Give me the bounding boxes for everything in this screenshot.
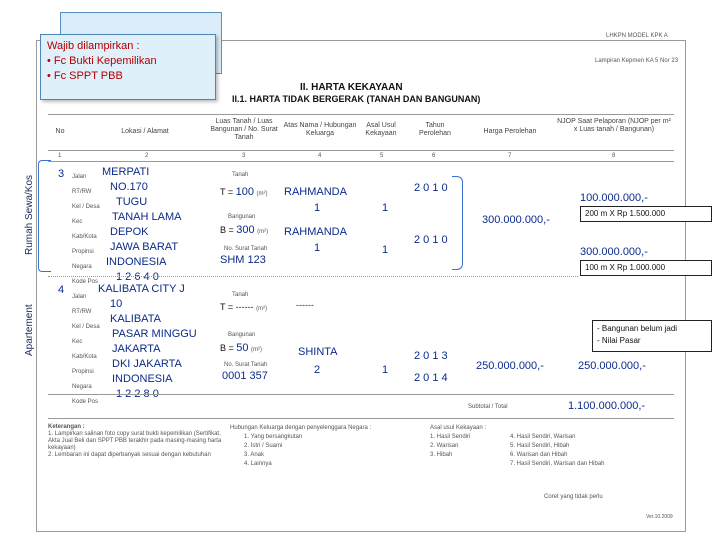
side-label-rumah: Rumah Sewa/Kos — [24, 174, 35, 256]
row1-bangunan-label: Bangunan — [228, 214, 256, 220]
row1-tahun1: 2 0 1 0 — [414, 182, 448, 194]
row1-tanah: T = 100 (m²) — [220, 186, 268, 198]
row1-kab: DEPOK — [110, 226, 149, 238]
row1-njop1-note: 200 m X Rp 1.500.000 — [580, 206, 712, 222]
row2-surat-label: No. Surat Tanah — [224, 362, 268, 368]
subsection-title: II.1. HARTA TIDAK BERGERAK (TANAH DAN BANGUNAN) — [232, 94, 481, 104]
callout-item: • Fc SPPT PBB — [47, 70, 123, 82]
row2-tanah-label: Tanah — [232, 292, 249, 298]
row2-asal: 1 — [382, 364, 389, 376]
form-code: LHKPN MODEL KPK A — [606, 33, 668, 39]
row2-kel: KALIBATA — [110, 313, 161, 325]
row2-no: 4 — [58, 284, 65, 296]
col-header-atas-nama: Atas Nama / Hubungan Keluarga — [283, 122, 357, 137]
row2-kab: JAKARTA — [112, 343, 161, 355]
side-label-apartemen: Apartement — [24, 304, 35, 356]
col-header-luas: Luas Tanah / Luas Bangunan / No. Surat Tanah — [210, 118, 278, 141]
hubungan-keluarga: Hubungan Keluarga dengan penyelenggara Negara : 1. Yang bersangkutan 2. Istri / Suami 3. Anak 4. Lainnya — [230, 425, 372, 467]
row1-hub2: 1 — [314, 242, 321, 254]
row2-negara: INDONESIA — [112, 373, 173, 385]
row1-njop2: 300.000.000,- — [580, 246, 648, 258]
version: Ver.10.2009 — [646, 514, 673, 520]
subtotal-line — [48, 394, 674, 395]
row1-jalan: MERPATI — [102, 166, 150, 178]
row2-nama-blank: ------ — [296, 300, 314, 310]
row2-address-values — [98, 282, 197, 402]
section-title: II. HARTA KEKAYAAN — [300, 82, 403, 93]
row1-harga: 300.000.000,- — [482, 214, 550, 226]
col-header-asal: Asal Usul Kekayaan — [365, 122, 397, 137]
col-header-lokasi: Lokasi / Alamat — [121, 128, 169, 135]
row1-tanah-label: Tanah — [232, 172, 249, 178]
row2-tahun1: 2 0 1 3 — [414, 350, 448, 362]
row1-asal2: 1 — [382, 244, 389, 256]
row2-kodepos: 1 2 2 8 0 — [116, 388, 159, 400]
row2-surat: 0001 357 — [222, 370, 268, 382]
row2-tahun2: 2 0 1 4 — [414, 372, 448, 384]
callout-item: • Fc Bukti Kepemilikan — [47, 55, 157, 67]
row2-note — [592, 320, 712, 352]
subtotal-value: 1.100.000.000,- — [568, 400, 646, 412]
row-divider — [48, 276, 578, 277]
row2-bangunan: B = 50 (m²) — [220, 342, 263, 354]
row1-nama2: RAHMANDA — [284, 226, 347, 238]
col-header-no: No — [55, 128, 65, 135]
row2-kec: PASAR MINGGU — [112, 328, 197, 340]
table-top-line — [48, 114, 674, 115]
row1-kel: TUGU — [116, 196, 148, 208]
footer-line — [48, 418, 674, 419]
row2-harga: 250.000.000,- — [476, 360, 544, 372]
row1-asal1: 1 — [382, 202, 389, 214]
row1-rtrw: NO.170 — [110, 181, 148, 193]
row1-address-labels: Jalan RT/RW Kel / Desa Kec Kab/Kota Propinsi Negara Kode Pos — [72, 174, 100, 285]
asal-usul-kekayaan: Asal usul Kekayaan : 1. Hasil Sendiri 2. Warisan 3. Hibah 4. Hasil Sendiri, Warisan 5. Hasil Sendiri, Hibah 6. Warisan dan Hibah 7. Hasil Sendiri, Warisan dan Hibah — [430, 425, 605, 467]
row2-jalan: KALIBATA CITY J — [98, 283, 185, 295]
col-number: 1 — [58, 153, 62, 159]
row2-note-item: - Bangunan belum jadi — [597, 324, 678, 333]
row1-kodepos: 1 2 6 4 0 — [116, 271, 159, 283]
keterangan: Keterangan : 1. Lampirkan salinan foto copy surat bukti kepemilikan (Sertifikat, Akta Jual Beli dan SPPT PBB terakhir pada masing-masing harta kekayaan) 2. Lembaran ini dapat diperbanyak sesuai dengan kebutuhan — [48, 424, 222, 458]
col-number: 4 — [318, 153, 322, 159]
col-number: 3 — [242, 153, 246, 159]
row1-surat-label: No. Surat Tanah — [224, 246, 268, 252]
row1-hub1: 1 — [314, 202, 321, 214]
row1-bangunan: B = 300 (m²) — [220, 224, 269, 236]
col-number: 7 — [508, 153, 512, 159]
row1-negara: INDONESIA — [106, 256, 167, 268]
col-number: 6 — [432, 153, 436, 159]
row2-bangunan-label: Bangunan — [228, 332, 256, 338]
row1-surat: SHM 123 — [220, 254, 266, 266]
row2-nama: SHINTA — [298, 346, 338, 358]
row2-njop: 250.000.000,- — [578, 360, 646, 372]
row2-hub: 2 — [314, 364, 321, 376]
row1-prov: JAWA BARAT — [110, 241, 179, 253]
attachment-callout — [40, 34, 216, 100]
coret-note: Coret yang tidak perlu — [544, 494, 603, 500]
row1-njop1: 100.000.000,- — [580, 192, 648, 204]
row2-rtrw: 10 — [110, 298, 123, 310]
row1-njop2-note: 100 m X Rp 1.000.000 — [580, 260, 712, 276]
row2-note-item: - Nilai Pasar — [597, 336, 641, 345]
header-divider — [48, 150, 674, 151]
numbers-divider — [48, 161, 674, 162]
col-header-tahun: Tahun Perolehan — [419, 122, 451, 137]
row1-tahun2: 2 0 1 0 — [414, 234, 448, 246]
row1-no: 3 — [58, 168, 65, 180]
row1-bracket — [452, 176, 463, 270]
col-number: 8 — [612, 153, 616, 159]
row2-tanah: T = ------ (m²) — [220, 302, 268, 312]
col-header-harga: Harga Perolehan — [483, 128, 537, 135]
col-number: 2 — [145, 153, 149, 159]
row1-nama1: RAHMANDA — [284, 186, 347, 198]
row2-prov: DKI JAKARTA — [112, 358, 182, 370]
attachment-ref: Lampiran Kepmen KA 5 Nor 23 — [595, 58, 679, 64]
side-bracket — [38, 160, 51, 272]
row1-address-values — [102, 165, 181, 285]
row2-address-labels: Jalan RT/RW Kel / Desa Kec Kab/Kota Propinsi Negara Kode Pos — [72, 294, 100, 405]
col-header-njop: NJOP Saat Pelaporan (NJOP per m² x Luas tanah / Bangunan) — [557, 118, 671, 133]
subtotal-label: Subtotal / Total — [468, 404, 508, 410]
row1-kec: TANAH LAMA — [112, 211, 182, 223]
callout-title: Wajib dilampirkan : — [47, 40, 140, 52]
col-number: 5 — [380, 153, 384, 159]
